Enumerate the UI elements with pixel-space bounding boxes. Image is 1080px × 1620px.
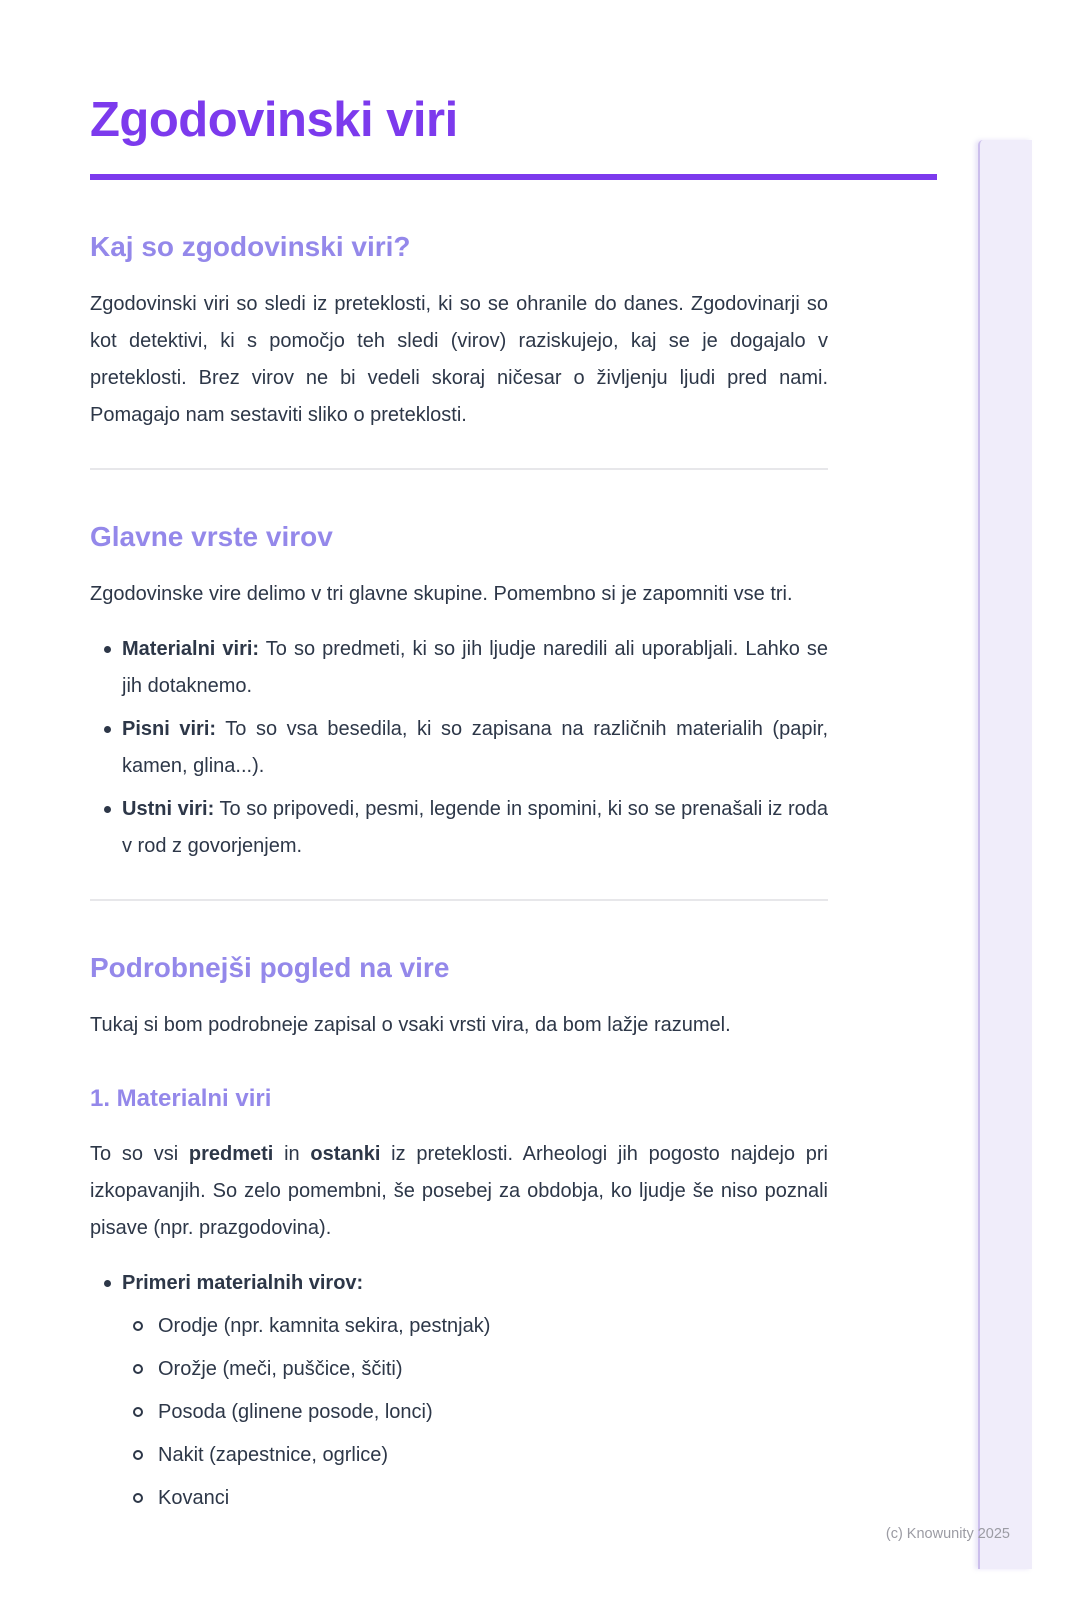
list-item-primeri-title (90, 1265, 828, 1516)
list-item-lead: Primeri materialnih virov: (122, 1272, 364, 1294)
paragraph-text: in (273, 1143, 311, 1165)
section-heading-podrobnejsi-pogled: Podrobnejši pogled na vire (90, 952, 450, 983)
materialni-viri-paragraph (90, 1136, 828, 1247)
document-page (0, 92, 1080, 1516)
section-heading-kaj-so-zgodovinski-viri: Kaj so zgodovinski viri? (90, 231, 411, 262)
sub-list-item-kovanci: Kovanci (122, 1480, 828, 1516)
list-item-pisni-viri (90, 711, 828, 785)
list-item-text: To so predmeti, ki so jih ljudje naredili ali uporabljali. Lahko se jih dotaknemo. (122, 638, 828, 697)
sub-list-item-nakit: Nakit (zapestnice, ogrlice) (122, 1437, 828, 1473)
copyright-credit: (c) Knowunity 2025 (885, 1526, 1010, 1542)
sub-list-item-posoda: Posoda (glinene posode, lonci) (122, 1394, 828, 1430)
section-divider (90, 899, 828, 901)
paragraph-bold-predmeti: predmeti (188, 1143, 274, 1165)
examples-list (90, 1265, 828, 1516)
paragraph-text: To so vsi (90, 1143, 189, 1165)
list-item-text: To so pripovedi, pesmi, legende in spomini, ki so se prenašali iz roda v rod z govorjenjem. (122, 798, 828, 857)
section-divider (90, 468, 828, 470)
list-item-ustni-viri (90, 791, 828, 865)
paragraph-bold-ostanki: ostanki (310, 1143, 381, 1165)
list-item-lead: Pisni viri: (122, 718, 217, 740)
examples-sub-list (122, 1308, 828, 1516)
list-item-text: To so vsa besedila, ki so zapisana na različnih materialih (papir, kamen, glina...). (122, 718, 828, 777)
subsection-heading-materialni-viri: 1. Materialni viri (90, 1085, 272, 1112)
list-item-lead: Ustni viri: (122, 798, 215, 820)
list-item-materialni-viri (90, 631, 828, 705)
list-item-lead: Materialni viri: (122, 638, 260, 660)
sub-list-item-orodje: Orodje (npr. kamnita sekira, pestnjak) (122, 1308, 828, 1344)
section-heading-glavne-vrste-virov: Glavne vrste virov (90, 521, 333, 552)
sub-list-item-orozje: Orožje (meči, puščice, ščiti) (122, 1351, 828, 1387)
intro-paragraph: Zgodovinski viri so sledi iz preteklosti, ki so se ohranile do danes. Zgodovinarji so kot detektivi, ki s pomočjo teh sledi (virov) raziskujejo, kaj se je dogajalo v preteklosti. Brez virov ne bi vedeli skoraj ničesar o življenju ljudi pred nami. Pomagajo nam sestaviti sliko o preteklosti. (90, 293, 828, 426)
glavne-vrste-paragraph: Zgodovinske vire delimo v tri glavne skupine. Pomembno si je zapomniti vse tri. (90, 583, 793, 605)
paragraph-text: iz preteklosti. Arheologi jih pogosto najdejo pri izkopavanjih. So zelo pomembni, še posebej za obdobja, ko ljudje še niso poznali pisave (npr. prazgodovina). (90, 1143, 829, 1239)
page-title: Zgodovinski viri (90, 93, 458, 147)
title-rule (90, 174, 937, 180)
podrobnejsi-paragraph: Tukaj si bom podrobneje zapisal o vsaki vrsti vira, da bom lažje razumel. (90, 1014, 731, 1036)
source-types-list (90, 631, 828, 865)
